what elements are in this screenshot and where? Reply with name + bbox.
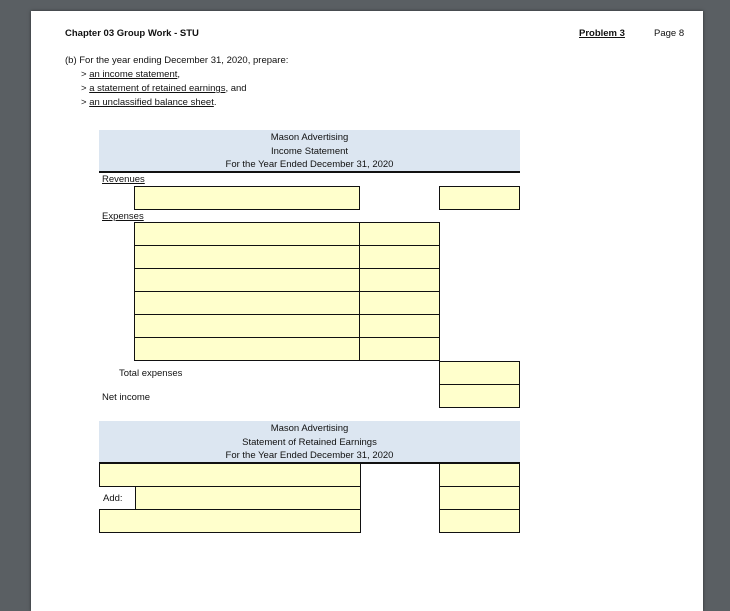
bullet-marker: > xyxy=(81,83,90,94)
retained-earnings-line-amount-input[interactable] xyxy=(439,509,520,533)
page-number: Page 8 xyxy=(654,28,685,39)
instructions-intro: (b) For the year ending December 31, 2020, prepare: xyxy=(65,55,289,66)
revenues-label: Revenues xyxy=(102,174,145,185)
bullet-marker: > xyxy=(81,69,90,80)
expense-amount-input[interactable] xyxy=(359,337,440,361)
expense-amount-input[interactable] xyxy=(359,245,440,269)
instruction-item-balance-sheet xyxy=(81,97,216,109)
bullet-marker: > xyxy=(81,97,90,108)
is-period: For the Year Ended December 31, 2020 xyxy=(225,159,394,170)
re-title: Statement of Retained Earnings xyxy=(242,436,377,448)
expense-description-input[interactable] xyxy=(134,314,360,338)
expense-description-input[interactable] xyxy=(134,337,360,361)
expense-description-input[interactable] xyxy=(134,268,360,292)
problem-label: Problem 3 xyxy=(579,28,625,39)
income-statement-link[interactable]: an income statement xyxy=(89,69,178,80)
add-description-input[interactable] xyxy=(135,486,361,510)
instruction-item-retained-earnings xyxy=(81,83,247,95)
retained-earnings-line-input[interactable] xyxy=(99,509,361,533)
retained-earnings-link[interactable]: a statement of retained earnings xyxy=(89,83,226,94)
revenue-total-input[interactable] xyxy=(439,186,520,210)
add-label: Add: xyxy=(103,493,123,504)
item-suffix: , and xyxy=(225,83,247,94)
expense-amount-input[interactable] xyxy=(359,291,440,315)
is-header-rule xyxy=(99,171,520,173)
balance-sheet-link[interactable]: an unclassified balance sheet xyxy=(89,97,214,108)
revenue-description-input[interactable] xyxy=(134,186,360,210)
beginning-retained-earnings-amount-input[interactable] xyxy=(439,463,520,487)
chapter-title: Chapter 03 Group Work - STU xyxy=(65,28,199,39)
item-suffix: . xyxy=(213,97,217,108)
retained-earnings-header xyxy=(99,421,520,463)
expense-description-input[interactable] xyxy=(134,291,360,315)
expense-amount-input[interactable] xyxy=(359,268,440,292)
total-expenses-label: Total expenses xyxy=(119,368,183,379)
net-income-label: Net income xyxy=(102,392,151,403)
document-page xyxy=(31,11,703,611)
beginning-retained-earnings-input[interactable] xyxy=(99,463,361,487)
is-title: Income Statement xyxy=(270,145,349,157)
expense-amount-input[interactable] xyxy=(359,222,440,246)
net-income-input[interactable] xyxy=(439,384,520,408)
expense-amount-input[interactable] xyxy=(359,314,440,338)
item-suffix: , xyxy=(177,69,181,80)
expense-description-input[interactable] xyxy=(134,245,360,269)
income-statement-header xyxy=(99,130,520,172)
re-period: For the Year Ended December 31, 2020 xyxy=(225,450,394,461)
expense-description-input[interactable] xyxy=(134,222,360,246)
total-expenses-input[interactable] xyxy=(439,361,520,385)
is-company-name: Mason Advertising xyxy=(270,132,349,143)
re-company-name: Mason Advertising xyxy=(270,423,349,434)
instruction-item-income-statement xyxy=(81,69,180,81)
expenses-label: Expenses xyxy=(102,211,144,222)
add-amount-input[interactable] xyxy=(439,486,520,510)
